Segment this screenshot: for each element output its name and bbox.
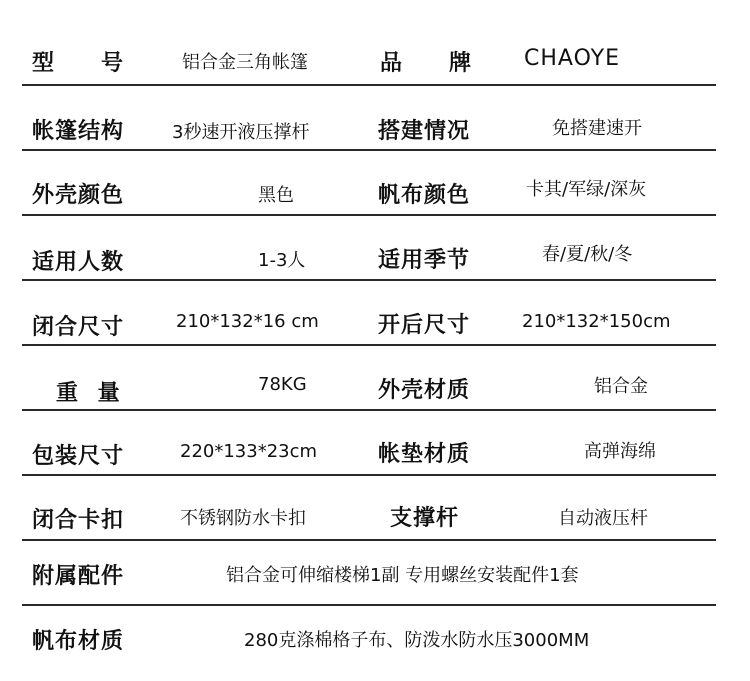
spec-label: 品 牌 <box>380 51 473 76</box>
spec-value: 220*133*23cm <box>180 441 318 462</box>
spec-value: 78KG <box>258 374 307 395</box>
spec-label: 帆布材质 <box>32 629 125 654</box>
spec-label: 搭建情况 <box>378 119 471 144</box>
spec-label: 闭合卡扣 <box>32 508 125 533</box>
spec-row-weight <box>22 346 716 411</box>
spec-value: 自动液压杆 <box>558 508 648 529</box>
spec-label: 帆布颜色 <box>378 183 471 208</box>
spec-row-package-size <box>22 411 716 476</box>
spec-row-capacity <box>22 216 716 281</box>
spec-label: 适用季节 <box>378 248 471 273</box>
spec-value: 不锈钢防水卡扣 <box>180 508 306 529</box>
spec-label: 帐篷结构 <box>32 119 125 144</box>
spec-value: 280克涤棉格子布、防泼水防水压3000MM <box>244 630 590 651</box>
spec-row-buckle <box>22 476 716 541</box>
spec-label: 外壳材质 <box>378 378 471 403</box>
spec-row-canvas-material <box>22 606 716 671</box>
spec-row-model <box>22 34 716 86</box>
spec-value: 免搭建速开 <box>552 118 642 139</box>
spec-value: 210*132*150cm <box>522 311 671 332</box>
spec-value: 黑色 <box>258 185 294 206</box>
spec-value: 铝合金可伸缩楼梯1副 专用螺丝安装配件1套 <box>226 565 579 586</box>
spec-row-shell-color <box>22 151 716 216</box>
spec-label: 外壳颜色 <box>32 183 125 208</box>
spec-value: 卡其/军绿/深灰 <box>526 179 647 200</box>
spec-value: 3秒速开液压撑杆 <box>172 122 310 143</box>
spec-value: 铝合金三角帐篷 <box>182 52 308 73</box>
spec-value: 210*132*16 cm <box>176 311 319 332</box>
spec-label: 附属配件 <box>32 564 125 589</box>
spec-label: 帐垫材质 <box>378 442 471 467</box>
spec-label: 适用人数 <box>32 250 125 275</box>
spec-table <box>22 34 716 671</box>
spec-label: 包装尺寸 <box>32 444 125 469</box>
spec-row-accessories <box>22 541 716 606</box>
spec-value: CHAOYE <box>524 46 621 71</box>
spec-label: 型 号 <box>32 51 125 76</box>
spec-value: 铝合金 <box>594 376 648 397</box>
spec-label: 支撑杆 <box>390 506 460 531</box>
spec-row-structure <box>22 86 716 151</box>
spec-label: 重 量 <box>56 381 126 406</box>
spec-value: 春/夏/秋/冬 <box>542 244 633 265</box>
spec-value: 高弹海绵 <box>584 441 656 462</box>
spec-row-closed-size <box>22 281 716 346</box>
spec-label: 开后尺寸 <box>378 313 471 338</box>
spec-value: 1-3人 <box>258 250 306 271</box>
spec-label: 闭合尺寸 <box>32 315 125 340</box>
